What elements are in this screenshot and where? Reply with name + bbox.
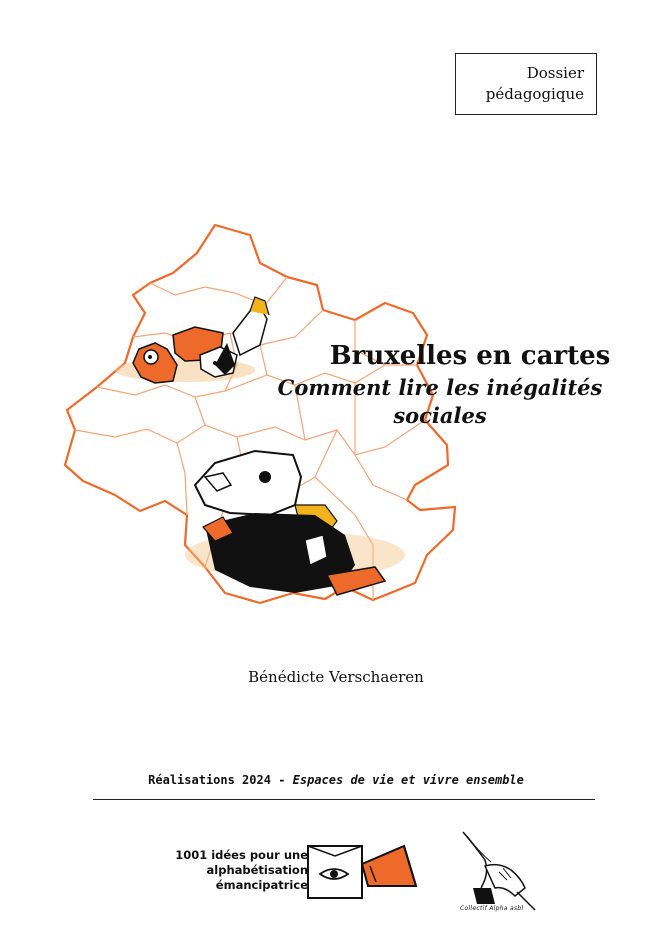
publisher-line3: émancipatrice [215, 878, 308, 892]
document-type-box [455, 53, 597, 115]
subtitle-line1: Comment lire les inégalités [277, 375, 603, 400]
publisher-name [158, 848, 308, 893]
title-block [240, 340, 640, 430]
collectif-alpha-hand-quill-icon [455, 822, 543, 918]
book-megaphone-icon [304, 836, 430, 906]
partner-label: Collectif Alpha asbl [460, 905, 524, 912]
divider [93, 799, 595, 800]
series-theme: Espaces de vie et vivre ensemble [292, 773, 524, 787]
subtitle-line2: sociales [393, 403, 487, 428]
publisher-line2: alphabétisation [206, 863, 308, 877]
author-name: Bénédicte Verschaeren [248, 668, 424, 686]
document-subtitle [240, 374, 640, 430]
document-title: Bruxelles en cartes [329, 341, 611, 371]
series-separator: - [270, 773, 293, 787]
series-line [0, 773, 672, 787]
document-type-line1: Dossier [526, 64, 584, 82]
document-type-line2: pédagogique [485, 85, 584, 103]
series-label: Réalisations 2024 [148, 773, 271, 787]
publisher-line1: 1001 idées pour une [175, 848, 308, 862]
